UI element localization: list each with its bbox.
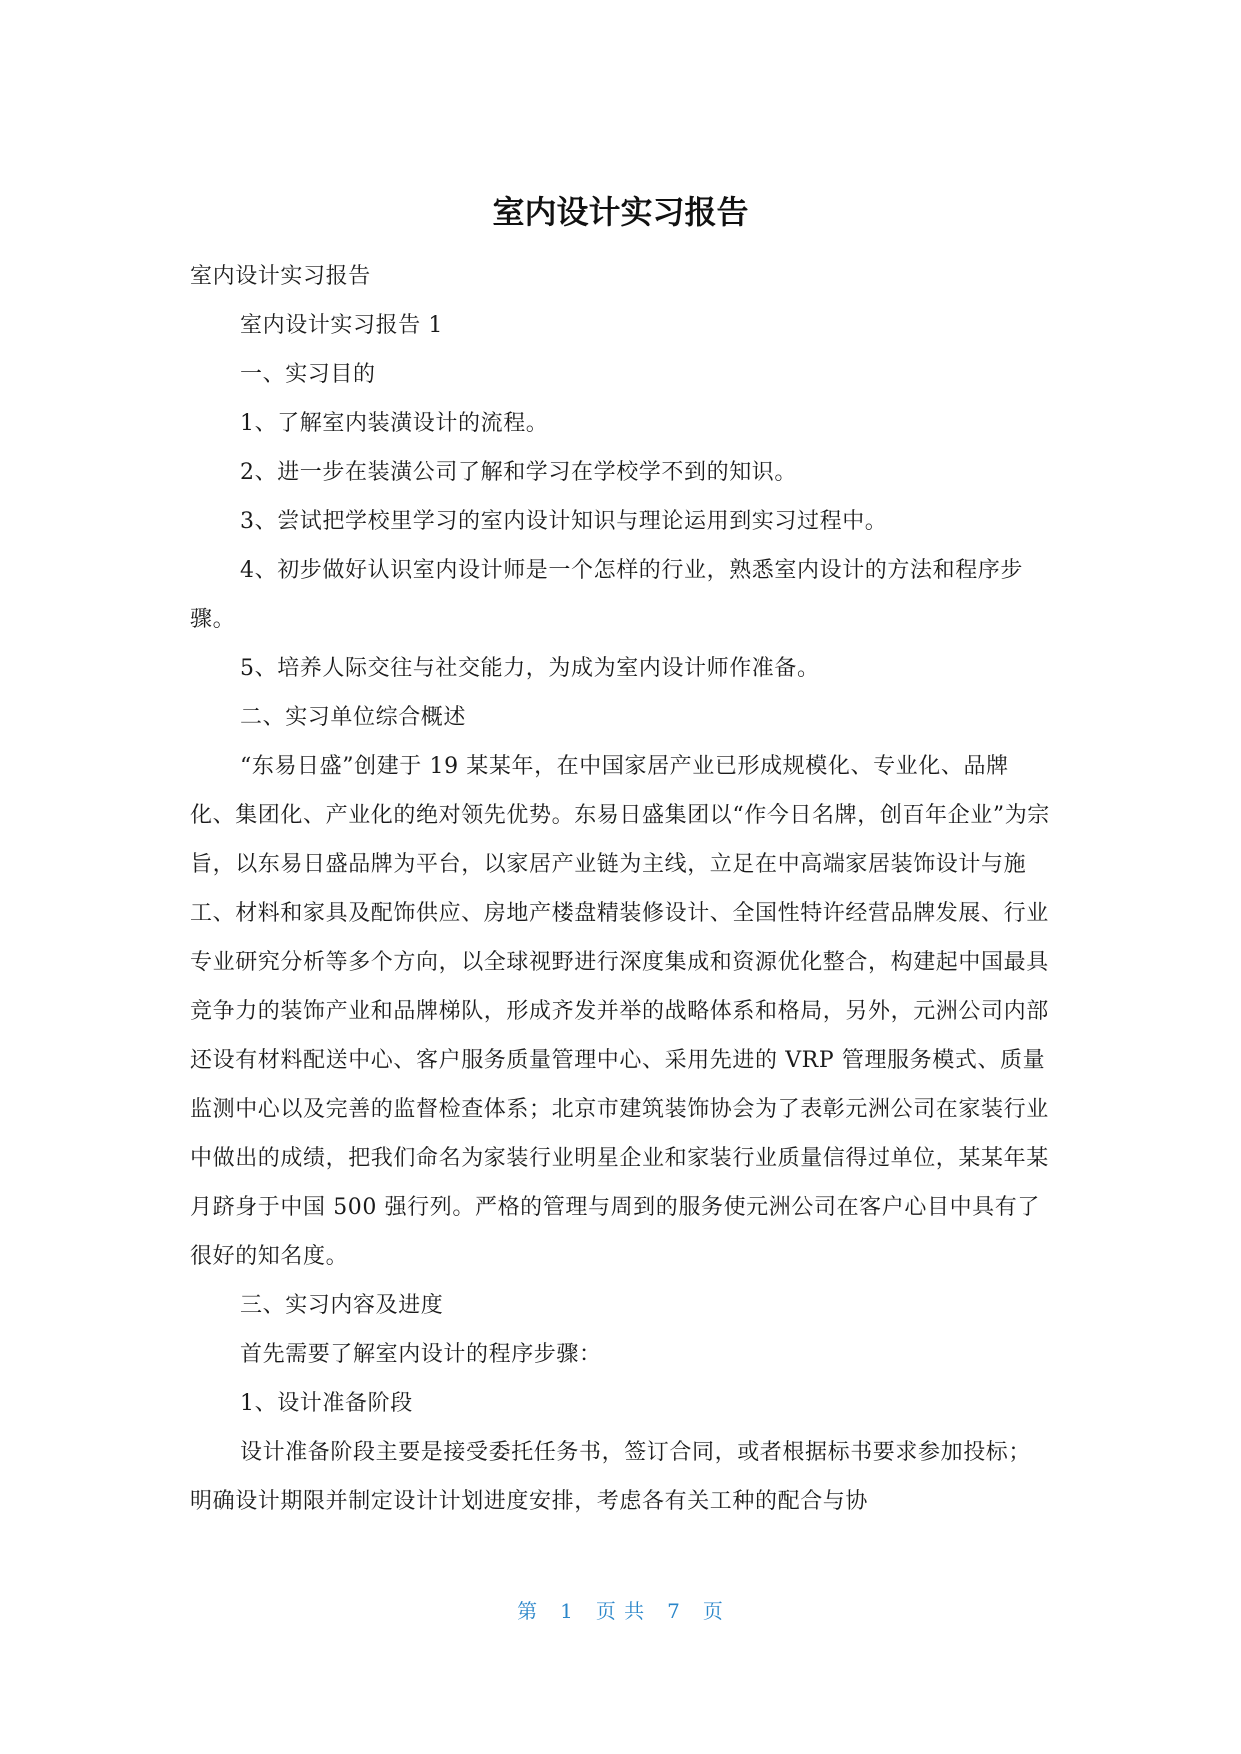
footer-total-pages: 7: [667, 1599, 681, 1623]
paragraph: 首先需要了解室内设计的程序步骤：: [240, 1342, 602, 1367]
footer-page-word: 第: [517, 1599, 539, 1623]
section-heading: 二、实习单位综合概述: [240, 705, 467, 730]
paragraph: “东易日盛”创建于 19 某某年，在中国家居产业已形成规模化、专业化、品牌化、集团化、产业化的绝对领先优势。东易日盛集团以“作今日名牌，创百年企业”为宗旨，以东易日盛品牌为平台，以家居产业链为主线，立足在中高端家居装饰设计与施工、材料和家具及配饰供应、房地产楼盘精装修设计、全国性特许经营品牌发展、行业专业研究分析等多个方向，以全球视野进行深度集成和资源优化整合，构建起中国最具竞争力的装饰产业和品牌梯队，形成齐发并举的战略体系和格局，另外，元洲公司内部还设有材料配送中心、客户服务质量管理中心、采用先进的 VRP 管理服务模式、质量监测中心以及完善的监督检查体系；北京市建筑装饰协会为了表彰元洲公司在家装行业中做出的成绩，把我们命名为家装行业明星企业和家装行业质量信得过单位，某某年某月跻身于中国 500 强行列。严格的管理与周到的服务使元洲公司在客户心目中具有了很好的知名度。: [190, 754, 1050, 1269]
document-body: [190, 252, 1050, 1526]
paragraph: 室内设计实习报告 1: [240, 313, 443, 338]
paragraph: 室内设计实习报告: [190, 264, 371, 289]
list-item: 1、设计准备阶段: [240, 1391, 413, 1416]
paragraph: 设计准备阶段主要是接受委托任务书，签订合同，或者根据标书要求参加投标；明确设计期限并制定设计计划进度安排，考虑各有关工种的配合与协: [190, 1440, 1032, 1514]
document-title: 室内设计实习报告: [492, 193, 749, 231]
footer-page-of: 页 共: [595, 1599, 646, 1623]
footer-current-page: 1: [560, 1599, 574, 1623]
section-heading: 一、实习目的: [240, 362, 376, 387]
page-footer: [0, 1596, 1241, 1626]
list-item: 1、了解室内装潢设计的流程。: [240, 411, 549, 436]
section-heading: 三、实习内容及进度: [240, 1293, 444, 1318]
footer-page-suffix: 页: [702, 1599, 724, 1623]
list-item: 3、尝试把学校里学习的室内设计知识与理论运用到实习过程中。: [240, 509, 888, 534]
list-item: 2、进一步在装潢公司了解和学习在学校学不到的知识。: [240, 460, 797, 485]
list-item: 5、培养人际交往与社交能力，为成为室内设计师作准备。: [240, 656, 820, 681]
list-item: 4、初步做好认识室内设计师是一个怎样的行业，熟悉室内设计的方法和程序步骤。: [190, 558, 1023, 632]
